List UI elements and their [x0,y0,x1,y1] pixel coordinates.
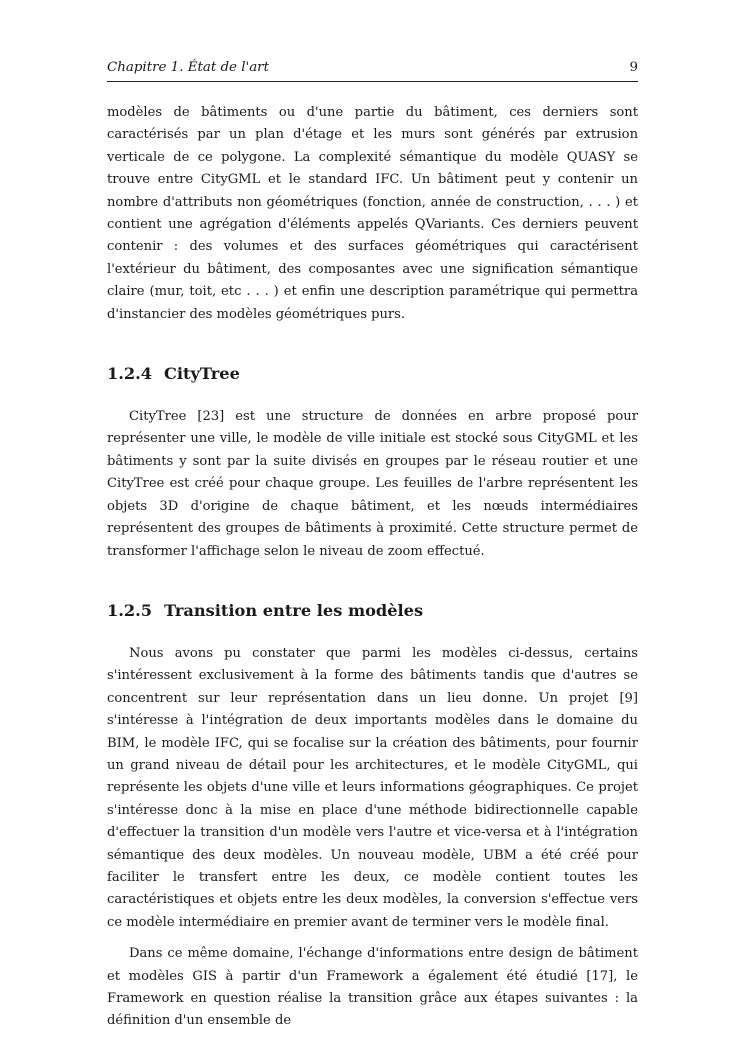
paragraph-citytree: CityTree [23] est une structure de données en arbre proposé pour représenter une ville, le modèle de ville initiale est stocké sous CityGML et les bâtiments y sont par la suite divisés en groupes par le réseau routier et une CityTree est créé pour chaque groupe. Les feuilles de l'arbre représentent les objets 3D d'origine de chaque bâtiment, et les nœuds intermédiaires représentent des groupes de bâtiments à proximité. Cette structure permet de transformer l'affichage selon le niveau de zoom effectué. [107,409,638,559]
section-heading-citytree [107,364,638,384]
section-number: 1.2.4 [107,364,153,384]
page-number: 9 [629,60,638,75]
section-number: 1.2.5 [107,600,153,620]
section-title: CityTree [164,364,240,384]
paragraph-framework: Dans ce même domaine, l'échange d'informations entre design de bâtiment et modèles GIS à partir d'un Framework a également été étudié [17], le Framework en question réalise la transition grâce aux étapes suivantes : la définition d'un ensemble de [107,946,638,1029]
paragraph-transition: Nous avons pu constater que parmi les modèles ci-dessus, certains s'intéressent exclusivement à la forme des bâtiments tandis que d'autres se concentrent sur leur représentation dans un lieu donne. Un projet [9] s'intéresse à l'intégration de deux importants modèles dans le domaine du BIM, le modèle IFC, qui se focalise sur la création des bâtiments, pour fournir un grand niveau de détail pour les architectures, et le modèle CityGML, qui représente les objets d'une ville et leurs informations géographiques. Ce projet s'intéresse donc à la mise en place d'une méthode bidirectionnelle capable d'effectuer la transition d'un modèle vers l'autre et vice-versa et à l'intégration sémantique des deux modèles. Un nouveau modèle, UBM a été créé pour faciliter le transfert entre les deux, ce modèle contient toutes les caractéristiques et objets entre les deux modèles, la conversion s'effectue vers ce modèle intermédiaire en premier avant de terminer vers le modèle final. [107,645,638,930]
chapter-title: Chapitre 1. État de l'art [107,60,269,75]
section-title: Transition entre les modèles [164,600,424,620]
paragraph-quasy-continuation: modèles de bâtiments ou d'une partie du bâtiment, ces derniers sont caractérisés par un plan d'étage et les murs sont générés par extrusion verticale de ce polygone. La complexité sémantique du modèle QUASY se trouve entre CityGML et le standard IFC. Un bâtiment peut y contenir un nombre d'attributs non géométriques (fonction, année de construction, . . . ) et contient une agrégation d'éléments appelés QVariants. Ces derniers peuvent contenir : des volumes et des surfaces géométriques qui caractérisent l'extérieur du bâtiment, des composantes avec une signification sémantique claire (mur, toit, etc . . . ) et enfin une description paramétrique qui permettra d'instancier des modèles géométriques purs. [107,105,638,322]
section-heading-transition [107,601,638,621]
running-header [107,58,638,82]
document-page [107,58,638,1033]
